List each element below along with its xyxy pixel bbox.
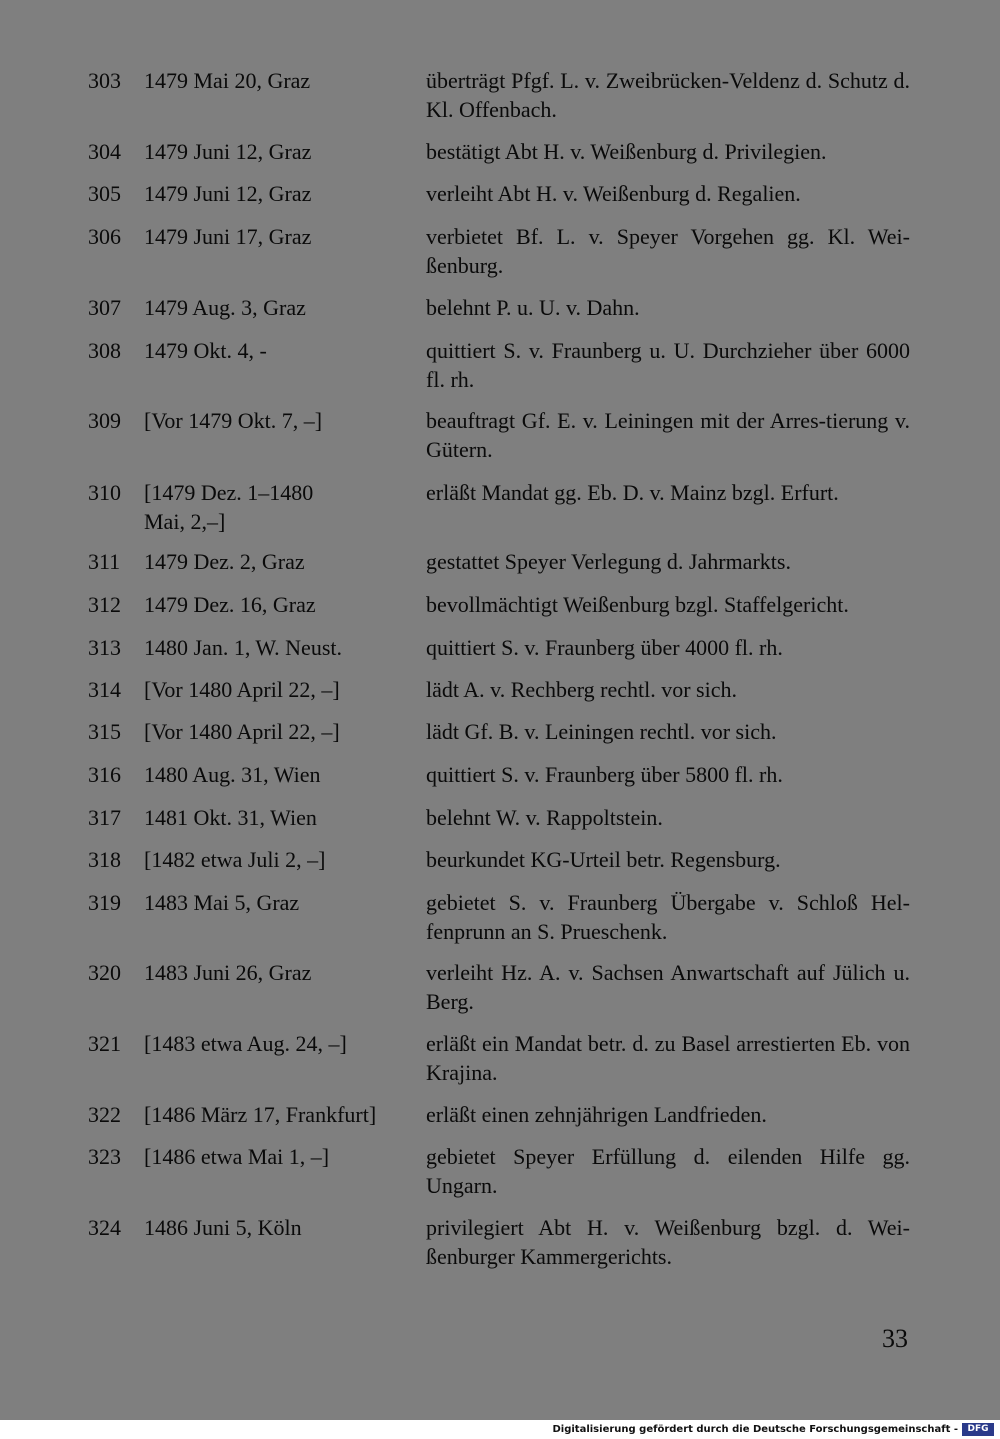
entry-description: lädt A. v. Rechberg rechtl. vor sich. (426, 677, 737, 702)
entry-date: 1479 Juni 12, Graz (144, 139, 312, 164)
entry-description: belehnt W. v. Rappoltstein. (426, 805, 663, 830)
entry-date: [1483 etwa Aug. 24, –] (144, 1031, 347, 1056)
entry-description: erläßt ein Mandat betr. d. zu Basel arrestierten Eb. von Krajina. (426, 1031, 910, 1085)
entry-date: [1482 etwa Juli 2, –] (144, 847, 326, 872)
entry-description: quittiert S. v. Fraunberg über 4000 fl. rh. (426, 635, 783, 660)
entry-number: 312 (88, 592, 121, 617)
entry-number: 323 (88, 1144, 121, 1169)
entry-number: 313 (88, 635, 121, 660)
entry-number: 304 (88, 139, 121, 164)
entry-number: 305 (88, 181, 121, 206)
entry-description: bevollmächtigt Weißenburg bzgl. Staffelgericht. (426, 592, 849, 617)
entry-description: quittiert S. v. Fraunberg über 5800 fl. rh. (426, 762, 783, 787)
entry-number: 316 (88, 762, 121, 787)
entry-number: 318 (88, 847, 121, 872)
entry-date: 1479 Aug. 3, Graz (144, 295, 306, 320)
entry-date: [Vor 1480 April 22, –] (144, 719, 340, 744)
entry-number: 306 (88, 224, 121, 249)
entry-number: 311 (88, 549, 121, 574)
entry-description: beurkundet KG-Urteil betr. Regensburg. (426, 847, 781, 872)
entry-number: 315 (88, 719, 121, 744)
entry-description: gebietet Speyer Erfüllung d. eilenden Hilfe gg. Ungarn. (426, 1144, 910, 1198)
entry-date: 1480 Jan. 1, W. Neust. (144, 635, 342, 660)
entry-description: verleiht Hz. A. v. Sachsen Anwartschaft auf Jülich u. Berg. (426, 960, 910, 1014)
footer-text: Digitalisierung gefördert durch die Deutsche Forschungsgemeinschaft - (552, 1424, 958, 1435)
entry-date: 1479 Juni 17, Graz (144, 224, 312, 249)
entry-date: 1483 Juni 26, Graz (144, 960, 312, 985)
entry-number: 307 (88, 295, 121, 320)
entry-description: quittiert S. v. Fraunberg u. U. Durchzieher über 6000 fl. rh. (426, 338, 910, 392)
funding-footer (0, 1420, 1000, 1439)
entry-description: privilegiert Abt H. v. Weißenburg bzgl. d. Wei-ßenburger Kammergerichts. (426, 1215, 910, 1269)
entry-number: 321 (88, 1031, 121, 1056)
entry-description: erläßt einen zehnjährigen Landfrieden. (426, 1102, 767, 1127)
entry-number: 309 (88, 408, 121, 433)
entry-date: 1479 Juni 12, Graz (144, 181, 312, 206)
entry-number: 319 (88, 890, 121, 915)
entry-description: verbietet Bf. L. v. Speyer Vorgehen gg. Kl. Wei-ßenburg. (426, 224, 910, 278)
entry-description: belehnt P. u. U. v. Dahn. (426, 295, 640, 320)
entry-date: 1479 Mai 20, Graz (144, 68, 311, 93)
entry-date: 1479 Dez. 16, Graz (144, 592, 316, 617)
entry-description: lädt Gf. B. v. Leiningen rechtl. vor sich. (426, 719, 777, 744)
entry-description: erläßt Mandat gg. Eb. D. v. Mainz bzgl. Erfurt. (426, 480, 839, 505)
entry-number: 310 (88, 480, 121, 505)
entry-number: 322 (88, 1102, 121, 1127)
entry-date: 1480 Aug. 31, Wien (144, 762, 321, 787)
entry-number: 320 (88, 960, 121, 985)
entry-date: 1486 Juni 5, Köln (144, 1215, 302, 1240)
entry-date: [1486 etwa Mai 1, –] (144, 1144, 330, 1169)
entry-date: 1479 Okt. 4, - (144, 338, 267, 363)
entry-date: 1483 Mai 5, Graz (144, 890, 300, 915)
entry-date: 1479 Dez. 2, Graz (144, 549, 305, 574)
entry-description: gebietet S. v. Fraunberg Übergabe v. Schloß Hel-fenprunn an S. Prueschenk. (426, 890, 910, 944)
entry-description: verleiht Abt H. v. Weißenburg d. Regalien. (426, 181, 801, 206)
entry-number: 317 (88, 805, 121, 830)
entry-description: bestätigt Abt H. v. Weißenburg d. Privilegien. (426, 139, 827, 164)
entry-number: 308 (88, 338, 121, 363)
entry-date: [Vor 1479 Okt. 7, –] (144, 408, 323, 433)
dfg-logo-icon: DFG (962, 1423, 994, 1436)
entry-number: 324 (88, 1215, 121, 1240)
entry-description: gestattet Speyer Verlegung d. Jahrmarkts. (426, 549, 791, 574)
entry-date: [1479 Dez. 1–1480 Mai, 2,–] (144, 480, 314, 534)
entry-date: [1486 März 17, Frankfurt] (144, 1102, 377, 1127)
entry-number: 303 (88, 68, 121, 93)
entry-number: 314 (88, 677, 121, 702)
entry-date: 1481 Okt. 31, Wien (144, 805, 317, 830)
entry-description: beauftragt Gf. E. v. Leiningen mit der Arres-tierung v. Gütern. (426, 408, 910, 462)
page-number: 33 (882, 1324, 908, 1353)
entry-description: überträgt Pfgf. L. v. Zweibrücken-Veldenz d. Schutz d. Kl. Offenbach. (426, 68, 910, 122)
entry-date: [Vor 1480 April 22, –] (144, 677, 340, 702)
